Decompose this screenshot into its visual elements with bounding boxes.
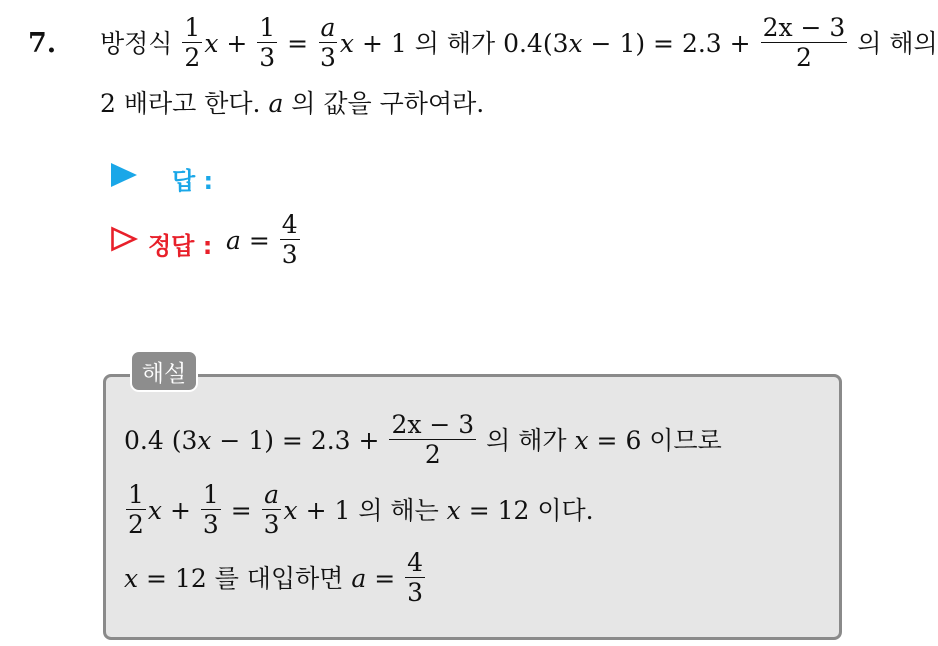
fraction-one-half: $\frac{1}{2}$ (184, 12, 201, 72)
variable-x: x (446, 495, 461, 525)
fraction-2x-minus-3-over-2: $\frac{2x - 3}{2}$ (391, 409, 475, 469)
fraction-one-third: $\frac{1}{3}$ (259, 12, 276, 72)
fraction-four-thirds: $\frac{4}{3}$ (281, 209, 298, 269)
question-number: 7. (28, 28, 57, 59)
solution-line-3: x = 12 를 대입하면 a = $\frac{4}{3}$ (124, 547, 424, 607)
question-line-2: 2 배라고 한다. a 의 값을 구하여라. (100, 88, 485, 118)
variable-x: x (197, 425, 212, 455)
correct-answer-expression: a = $\frac{4}{3}$ (226, 209, 298, 269)
variable-x: x (568, 28, 583, 58)
variable-x: x (574, 425, 589, 455)
solution-line-1: 0.4 (3 x − 1) = 2.3 + $\frac{2x - 3}{2}$ 의 해가 x = 6 이므로 (124, 409, 722, 469)
question-line-1: 방정식 $\frac{1}{2}$ x + $\frac{1}{3}$ = $\frac{a}{3}$ x + 1 의 해가 0.4(3 x − 1) = 2.3 + $\frac{2x - 3}{2}$ 의 해의 (100, 12, 938, 72)
answer-marker-icon (110, 162, 138, 192)
fraction-a-third: $\frac{a}{3}$ (320, 12, 336, 72)
variable-x: x (339, 28, 355, 58)
correct-marker-icon (110, 226, 138, 256)
solution-line-2: $\frac{1}{2}$ x + $\frac{1}{3}$ = $\frac{a}{3}$ x + 1 의 해는 x = 12 이다. (128, 479, 594, 539)
variable-x: x (147, 495, 163, 525)
variable-x: x (124, 563, 139, 593)
variable-x: x (204, 28, 219, 58)
question-prefix: 방정식 (100, 28, 181, 58)
variable-x: x (283, 495, 298, 525)
fraction-a-third: $\frac{a}{3}$ (263, 479, 280, 539)
solution-tab: 해설 (130, 350, 198, 392)
variable-a: a (268, 88, 284, 118)
answer-label: 답 : (172, 167, 214, 195)
answer-value (228, 158, 488, 190)
fraction-2x-minus-3-over-2: $\frac{2x - 3}{2}$ (762, 12, 846, 72)
fraction-four-thirds: $\frac{4}{3}$ (407, 547, 424, 607)
fraction-one-third: $\frac{1}{3}$ (202, 479, 219, 539)
correct-label: 정답 : (148, 232, 213, 260)
fraction-one-half: $\frac{1}{2}$ (128, 479, 144, 539)
variable-a: a (226, 225, 241, 255)
variable-a: a (351, 563, 367, 593)
